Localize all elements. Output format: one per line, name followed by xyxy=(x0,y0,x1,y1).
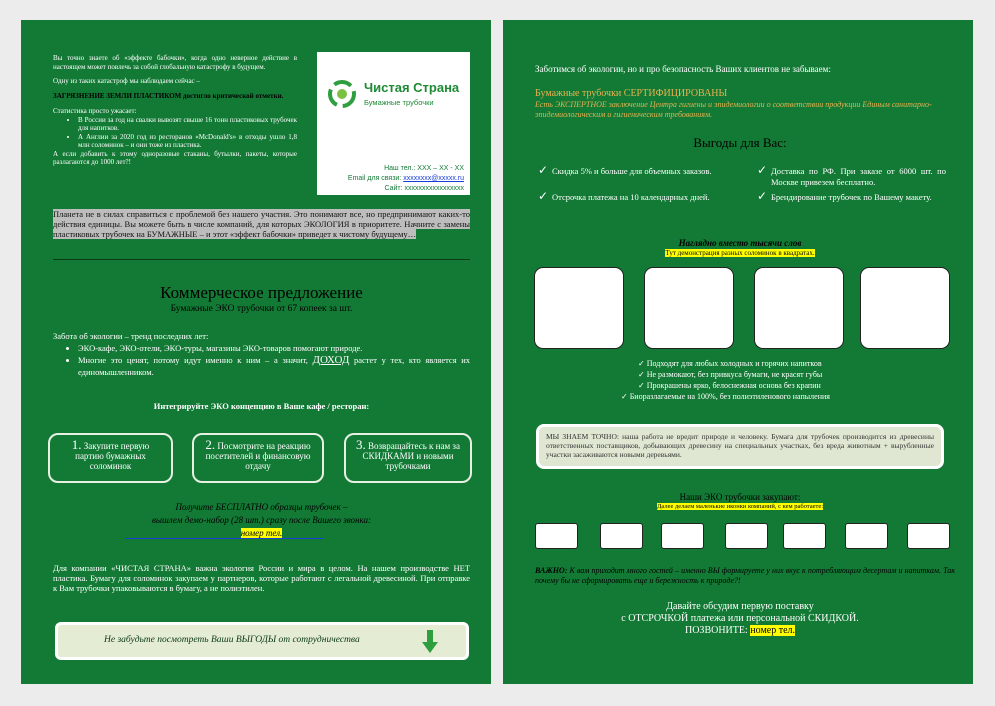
check-arrow-icon: ✓ xyxy=(538,189,549,203)
offer-subtitle: Бумажные ЭКО трубочки от 67 копеек за шт. xyxy=(170,304,353,314)
straw-image-placeholder xyxy=(754,267,844,349)
step-3-box: 3. Возвращайтесь к нам за СКИДКАМИ и новыми трубочками xyxy=(344,433,472,483)
free-samples-line-2: вышлем демо-набор (28 шт.) сразу после Вашего звонка: xyxy=(151,515,372,525)
check-icon: ✓ xyxy=(638,381,645,390)
intro-paragraph-2: Одну из таких катастроф мы наблюдаем сейчас – xyxy=(53,77,200,85)
important-label: ВАЖНО: xyxy=(535,566,568,575)
underline-divider xyxy=(125,538,323,539)
benefit-item: ✓ Скидка 5% и больше для объемных заказов. xyxy=(538,163,712,177)
list-item: ✓ Прокрашены ярко, белоснежная основа без крапин xyxy=(638,381,821,390)
phone-highlight: номер тел. xyxy=(240,528,283,538)
list-item: • В России за год на свалки вывозят свыше 16 тонн пластиковых трубочек для напитков. xyxy=(78,116,297,133)
company-logo-card xyxy=(317,52,470,195)
buyers-title: Наши ЭКО трубочки закупают: xyxy=(679,492,801,502)
list-item: ✓ Подходят для любых холодных и горячих напитков xyxy=(638,359,822,368)
cta-block xyxy=(535,601,945,637)
logo-contacts xyxy=(348,164,464,194)
cta-line-1: Давайте обсудим первую поставку xyxy=(666,601,814,612)
list-item: ✓ Биоразлагаемые на 100%, без полиэтиленового напыления xyxy=(621,392,830,401)
intro-paragraph-3: ЗАГРЯЗНЕНИЕ ЗЕМЛИ ПЛАСТИКОМ достигло критической отметки. xyxy=(53,91,284,100)
page-right xyxy=(503,20,973,684)
partner-logo-placeholder xyxy=(907,523,950,549)
free-samples-line-1: Получите БЕСПЛАТНО образцы трубочек – xyxy=(175,502,348,512)
list-item: • ЭКО-кафе, ЭКО-отели, ЭКО-туры, магазины ЭКО-товаров помогают природе. xyxy=(78,342,470,354)
buyers-subtitle: Далее делаем маленькие иконки компаний, с кем работаете: xyxy=(656,503,824,510)
step-2-box: 2. Посмотрите на реакцию посетителей и финансовую отдачу xyxy=(192,433,324,483)
trend-list xyxy=(53,342,470,378)
cert-title: Бумажные трубочки СЕРТИФИЦИРОВАНЫ xyxy=(535,88,728,99)
arrow-down-icon xyxy=(422,630,438,654)
phone-highlight: номер тел. xyxy=(750,625,796,636)
page2-header: Заботимся об экологии, но и про безопасность Ваших клиентов не забываем: xyxy=(535,64,831,74)
partner-logo-placeholder xyxy=(535,523,578,549)
cta-line-2: с ОТСРОЧКОЙ платежа или персональной СКИДКОЙ. xyxy=(621,613,859,624)
visual-subtitle: Тут демонстрация разных соломинок в квадратах. xyxy=(665,249,815,257)
straw-image-placeholder xyxy=(860,267,950,349)
intro-paragraph-1: Вы точно знаете об «эффекте бабочки», когда одно неверное действие в настоящем может повлечь за собой глобальную катастрофу в будущем. xyxy=(53,54,297,71)
logo-site: Сайт: xxxxxxxxxxxxxxxxx xyxy=(384,185,464,192)
trend-block xyxy=(53,330,470,378)
stats-list xyxy=(53,116,297,150)
intro-paragraph-4: А если добавить к этому одноразовые стаканы, бутылки, пакеты, которые разлагаются до 1000 лет?! xyxy=(53,149,297,166)
partner-logo-placeholder xyxy=(725,523,768,549)
list-item: • Многие это ценят, потому идут именно к ним – а значит, ДОХОД растет у тех, кто является их единомышленником. xyxy=(78,354,470,378)
highlight-paragraph: Планета не в силах справиться с проблемой без нашего участия. Это понимают все, но предпринимают каких-то действия единицы. Вы можете быть в числе компаний, для которых ЭКОЛОГИЯ в приоритете. Начните с замены пластиковых трубочек на БУМАЖНЫЕ – и этот «эффект бабочки» приведет к чистому будущему… xyxy=(53,209,470,239)
divider xyxy=(53,259,470,260)
recycle-logo-icon xyxy=(327,79,357,109)
visual-title: Наглядно вместо тысячи слов xyxy=(678,238,802,248)
email-link[interactable]: xxxxxxxx@xxxxx.ru xyxy=(403,175,464,182)
benefit-item: ✓ Брендирование трубочек по Вашему макету. xyxy=(757,189,932,203)
partner-logo-placeholder xyxy=(661,523,704,549)
logo-email-row: Email для связи: xxxxxxxx@xxxxx.ru xyxy=(347,175,464,182)
important-text: К вам приходит много гостей – именно ВЫ формируете у них вкус к потребляющим десертам и напиткам. Так почему бы не сформировать еще и бережность к природе?! xyxy=(535,566,956,585)
benefit-item: ✓ Доставка по РФ. При заказе от 6000 шт. по Москве привезем бесплатно. xyxy=(757,163,946,187)
check-arrow-icon: ✓ xyxy=(538,163,549,177)
straw-image-placeholder xyxy=(644,267,734,349)
cta-line-3: ПОЗВОНИТЕ: номер тел. xyxy=(684,625,796,636)
benefit-item: ✓ Отсрочка платежа на 10 календарных дней. xyxy=(538,189,710,203)
intro-block xyxy=(53,54,297,167)
partner-logo-placeholder xyxy=(783,523,826,549)
visual-subtitle-row xyxy=(535,249,945,257)
important-note xyxy=(535,566,955,586)
free-samples-block xyxy=(53,501,470,540)
logo-name: Чистая Страна xyxy=(364,80,460,95)
check-icon: ✓ xyxy=(638,359,645,368)
offer-title: Коммерческое предложение xyxy=(160,283,363,302)
benefits-title: Выгоды для Вас: xyxy=(693,135,787,150)
straw-image-placeholder xyxy=(534,267,624,349)
buyers-subtitle-row xyxy=(535,503,945,510)
list-item: ✓ Не размокают, без привкуса бумаги, не красят губы xyxy=(638,370,823,379)
stats-title: Статистика просто ужасает: xyxy=(53,107,137,115)
check-icon: ✓ xyxy=(621,392,628,401)
benefits-note-box[interactable] xyxy=(55,622,469,660)
list-item: • А Англии за 2020 год из ресторанов «McDonald's» в отходы ушло 1,8 млн соломинок – и они тоже из пластика. xyxy=(78,133,297,150)
partner-logo-placeholder xyxy=(600,523,643,549)
logo-tagline: Бумажные трубочки xyxy=(364,98,434,107)
company-paragraph: Для компании «ЧИСТАЯ СТРАНА» важна экология России и мира в целом. На нашем производстве НЕТ пластика. Бумагу для соломинок закупаем у партнеров, которые работают с легальной древесиной. При отправке к Вам трубочки упаковываются в бумагу, а не полиэтилен. xyxy=(53,563,470,593)
check-icon: ✓ xyxy=(638,370,645,379)
logo-phone: Наш тел.: XXX – XX - XX xyxy=(384,165,464,172)
check-arrow-icon: ✓ xyxy=(757,189,768,203)
benefits-note-text: Не забудьте посмотреть Ваши ВЫГОДЫ от сотрудничества xyxy=(104,635,360,645)
feature-list xyxy=(621,358,830,402)
cert-text: Есть ЭКСПЕРТНОЕ заключение Центра гигиены и эпидемиологии о соответствии продукции Единым санитарно-эпидемиологическим и гигиеническим требованиям. xyxy=(535,100,932,119)
we-know-box: МЫ ЗНАЕМ ТОЧНО: наша работа не вредит природе и человеку. Бумага для трубочек производится из древесины ответственных поставщиков, добывающих древесину на специальных участках, без вреда животным + вырубленные участки засаживаются новыми деревьями. xyxy=(536,424,944,469)
trend-title: Забота об экологии – тренд последних лет: xyxy=(53,331,209,341)
check-arrow-icon: ✓ xyxy=(757,163,768,177)
step-1-box: 1. Закупите первую партию бумажных соломинок xyxy=(48,433,173,483)
partner-logo-placeholder xyxy=(845,523,888,549)
page-left xyxy=(21,20,491,684)
integrate-heading: Интегрируйте ЭКО концепцию в Ваше кафе / ресторан: xyxy=(153,401,370,411)
